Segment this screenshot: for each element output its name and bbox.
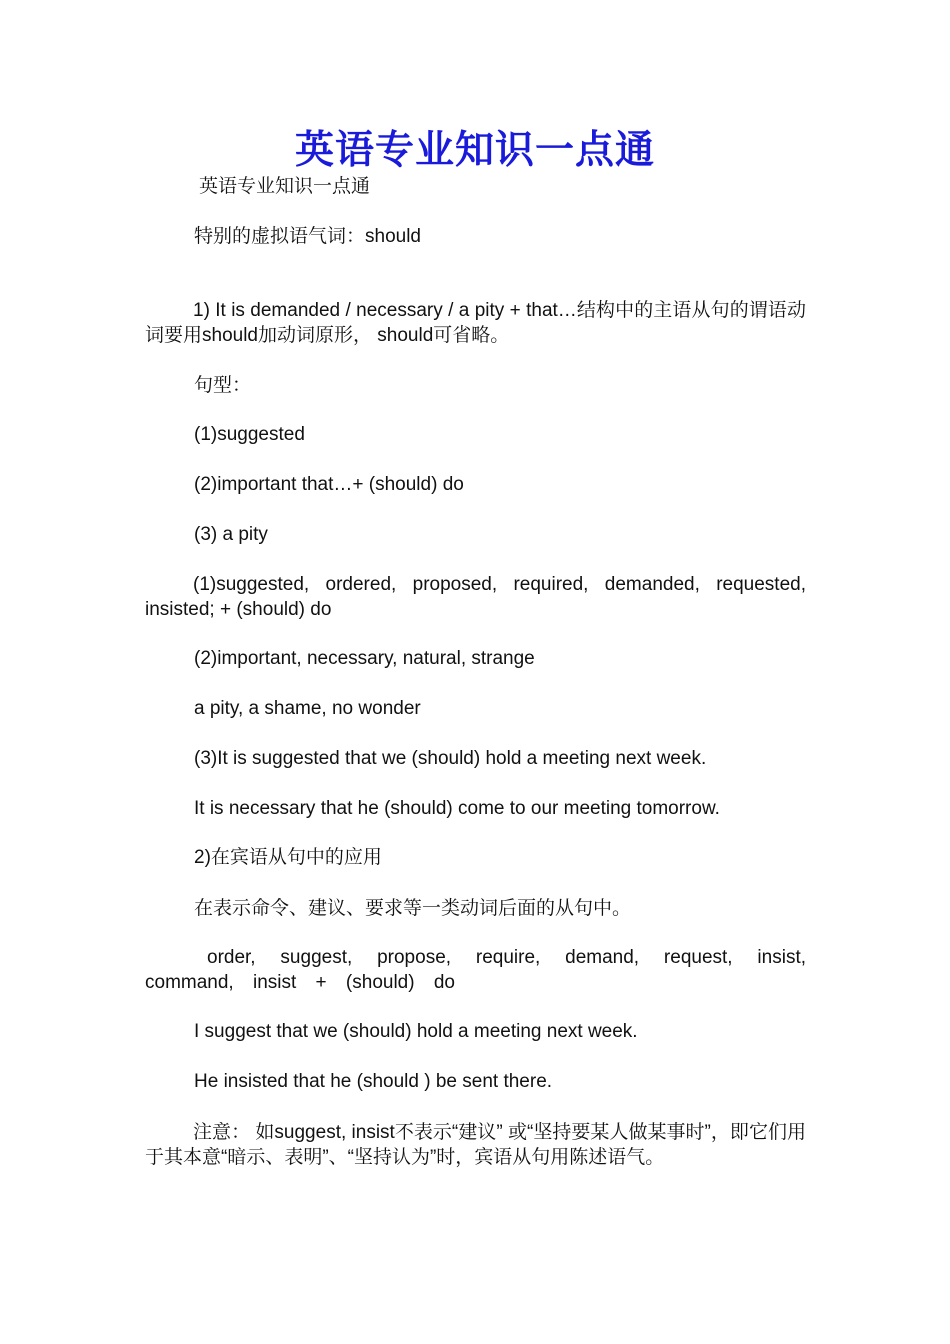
text-line: (3)It is suggested that we (should) hold a meeting next week. bbox=[194, 748, 707, 769]
text-line: 在表示命令、建议、要求等一类动词后面的从句中。 bbox=[194, 898, 632, 919]
text-line: 句型： bbox=[194, 375, 252, 396]
text-line: I suggest that we (should) hold a meeting next week. bbox=[194, 1021, 638, 1042]
paragraph bbox=[145, 572, 806, 622]
subtitle: 英语专业知识一点通 bbox=[199, 176, 371, 197]
paragraph bbox=[145, 1120, 806, 1170]
text-line: (3) a pity bbox=[194, 524, 268, 545]
paragraph bbox=[145, 298, 806, 348]
text-line: (2)important, necessary, natural, strange bbox=[194, 648, 535, 669]
paragraph bbox=[145, 945, 806, 995]
text-line: It is necessary that he (should) come to our meeting tomorrow. bbox=[194, 798, 720, 819]
text-line: (2)important that…+ (should) do bbox=[194, 474, 464, 495]
document-title: 英语专业知识一点通 bbox=[294, 127, 655, 173]
text-line: He insisted that he (should ) be sent there. bbox=[194, 1071, 553, 1092]
text-line: 特别的虚拟语气词：should bbox=[194, 226, 421, 247]
paragraph-text: order, suggest, propose, require, demand, request, insist, command, insist + (should) do bbox=[145, 947, 806, 993]
text-line: 2)在宾语从句中的应用 bbox=[194, 847, 382, 868]
text-line: a pity, a shame, no wonder bbox=[194, 698, 421, 719]
paragraph-text: (1)suggested, ordered, proposed, required, demanded, requested, insisted; + (should) do bbox=[145, 574, 806, 620]
text-line: (1)suggested bbox=[194, 424, 305, 445]
paragraph-text: 注意： 如suggest, insist不表示“建议” 或“坚持要某人做某事时”，即它们用于其本意“暗示、表明”、“坚持认为”时，宾语从句用陈述语气。 bbox=[145, 1122, 806, 1168]
paragraph-text: 1) It is demanded / necessary / a pity + that…结构中的主语从句的谓语动词要用should加动词原形， should可省略。 bbox=[145, 300, 806, 346]
